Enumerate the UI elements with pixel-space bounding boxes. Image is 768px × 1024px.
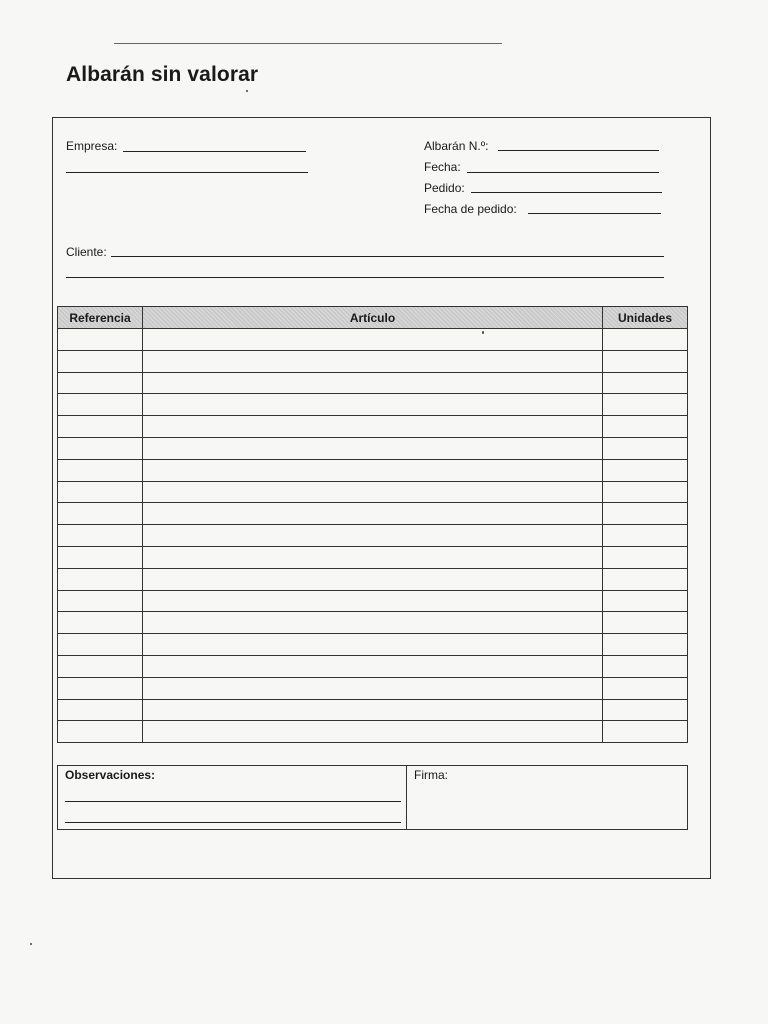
cliente-field[interactable] [111, 256, 664, 257]
albaran-number-field[interactable] [498, 150, 659, 151]
unidades-cell[interactable] [603, 459, 688, 481]
scan-speck [30, 943, 32, 945]
referencia-cell[interactable] [58, 437, 143, 459]
articulo-cell[interactable] [143, 372, 603, 394]
table-row [58, 590, 688, 612]
empresa-label: Empresa: [66, 139, 118, 153]
articulo-cell[interactable] [143, 634, 603, 656]
table-row [58, 437, 688, 459]
table-row [58, 350, 688, 372]
fecha-pedido-label: Fecha de pedido: [424, 202, 517, 216]
unidades-cell[interactable] [603, 655, 688, 677]
articulo-cell[interactable] [143, 677, 603, 699]
referencia-cell[interactable] [58, 612, 143, 634]
observaciones-field-line-2[interactable] [65, 822, 401, 823]
table-row [58, 372, 688, 394]
articulo-cell[interactable] [143, 459, 603, 481]
table-row [58, 525, 688, 547]
empresa-field[interactable] [123, 151, 306, 152]
articulo-cell[interactable] [143, 699, 603, 721]
referencia-cell[interactable] [58, 590, 143, 612]
unidades-cell[interactable] [603, 525, 688, 547]
unidades-cell[interactable] [603, 612, 688, 634]
pedido-field[interactable] [471, 192, 662, 193]
scan-speck [246, 90, 248, 92]
table-row [58, 568, 688, 590]
observaciones-label: Observaciones: [65, 768, 156, 782]
albaran-number-label: Albarán N.º: [424, 139, 489, 153]
articulo-cell[interactable] [143, 350, 603, 372]
top-rule [114, 43, 502, 44]
table-row [58, 394, 688, 416]
referencia-cell[interactable] [58, 350, 143, 372]
items-body [58, 329, 688, 743]
observaciones-field[interactable] [65, 801, 401, 802]
column-header-referencia: Referencia [58, 307, 143, 329]
items-table [57, 306, 688, 743]
referencia-cell[interactable] [58, 634, 143, 656]
table-row [58, 677, 688, 699]
table-header-row [58, 307, 688, 329]
fecha-pedido-field[interactable] [528, 213, 661, 214]
referencia-cell[interactable] [58, 372, 143, 394]
unidades-cell[interactable] [603, 350, 688, 372]
referencia-cell[interactable] [58, 699, 143, 721]
table-row [58, 329, 688, 351]
table-row [58, 721, 688, 743]
articulo-cell[interactable] [143, 525, 603, 547]
table-row [58, 655, 688, 677]
unidades-cell[interactable] [603, 677, 688, 699]
referencia-cell[interactable] [58, 655, 143, 677]
scan-speck [482, 331, 484, 334]
firma-label: Firma: [414, 768, 448, 782]
referencia-cell[interactable] [58, 721, 143, 743]
articulo-cell[interactable] [143, 612, 603, 634]
fecha-label: Fecha: [424, 160, 461, 174]
table-row [58, 612, 688, 634]
empresa-field-line-2[interactable] [66, 172, 308, 173]
unidades-cell[interactable] [603, 546, 688, 568]
articulo-cell[interactable] [143, 329, 603, 351]
unidades-cell[interactable] [603, 503, 688, 525]
cliente-field-line-2[interactable] [66, 277, 664, 278]
table-row [58, 459, 688, 481]
articulo-cell[interactable] [143, 568, 603, 590]
articulo-cell[interactable] [143, 481, 603, 503]
articulo-cell[interactable] [143, 721, 603, 743]
referencia-cell[interactable] [58, 568, 143, 590]
column-header-unidades: Unidades [603, 307, 688, 329]
articulo-cell[interactable] [143, 590, 603, 612]
unidades-cell[interactable] [603, 699, 688, 721]
fecha-field[interactable] [467, 172, 659, 173]
unidades-cell[interactable] [603, 394, 688, 416]
articulo-cell[interactable] [143, 416, 603, 438]
observaciones-box [57, 765, 407, 830]
unidades-cell[interactable] [603, 416, 688, 438]
referencia-cell[interactable] [58, 677, 143, 699]
table-row [58, 481, 688, 503]
unidades-cell[interactable] [603, 568, 688, 590]
unidades-cell[interactable] [603, 372, 688, 394]
table-row [58, 416, 688, 438]
referencia-cell[interactable] [58, 546, 143, 568]
firma-box[interactable] [406, 765, 688, 830]
column-header-articulo: Artículo [143, 307, 603, 329]
referencia-cell[interactable] [58, 503, 143, 525]
unidades-cell[interactable] [603, 437, 688, 459]
referencia-cell[interactable] [58, 481, 143, 503]
unidades-cell[interactable] [603, 481, 688, 503]
unidades-cell[interactable] [603, 634, 688, 656]
referencia-cell[interactable] [58, 416, 143, 438]
referencia-cell[interactable] [58, 329, 143, 351]
articulo-cell[interactable] [143, 655, 603, 677]
unidades-cell[interactable] [603, 329, 688, 351]
unidades-cell[interactable] [603, 590, 688, 612]
unidades-cell[interactable] [603, 721, 688, 743]
articulo-cell[interactable] [143, 503, 603, 525]
table-row [58, 546, 688, 568]
referencia-cell[interactable] [58, 525, 143, 547]
cliente-label: Cliente: [66, 245, 107, 259]
articulo-cell[interactable] [143, 546, 603, 568]
articulo-cell[interactable] [143, 394, 603, 416]
pedido-label: Pedido: [424, 181, 465, 195]
table-row [58, 699, 688, 721]
referencia-cell[interactable] [58, 459, 143, 481]
referencia-cell[interactable] [58, 394, 143, 416]
table-row [58, 503, 688, 525]
page-title: Albarán sin valorar [66, 63, 259, 86]
table-row [58, 634, 688, 656]
articulo-cell[interactable] [143, 437, 603, 459]
